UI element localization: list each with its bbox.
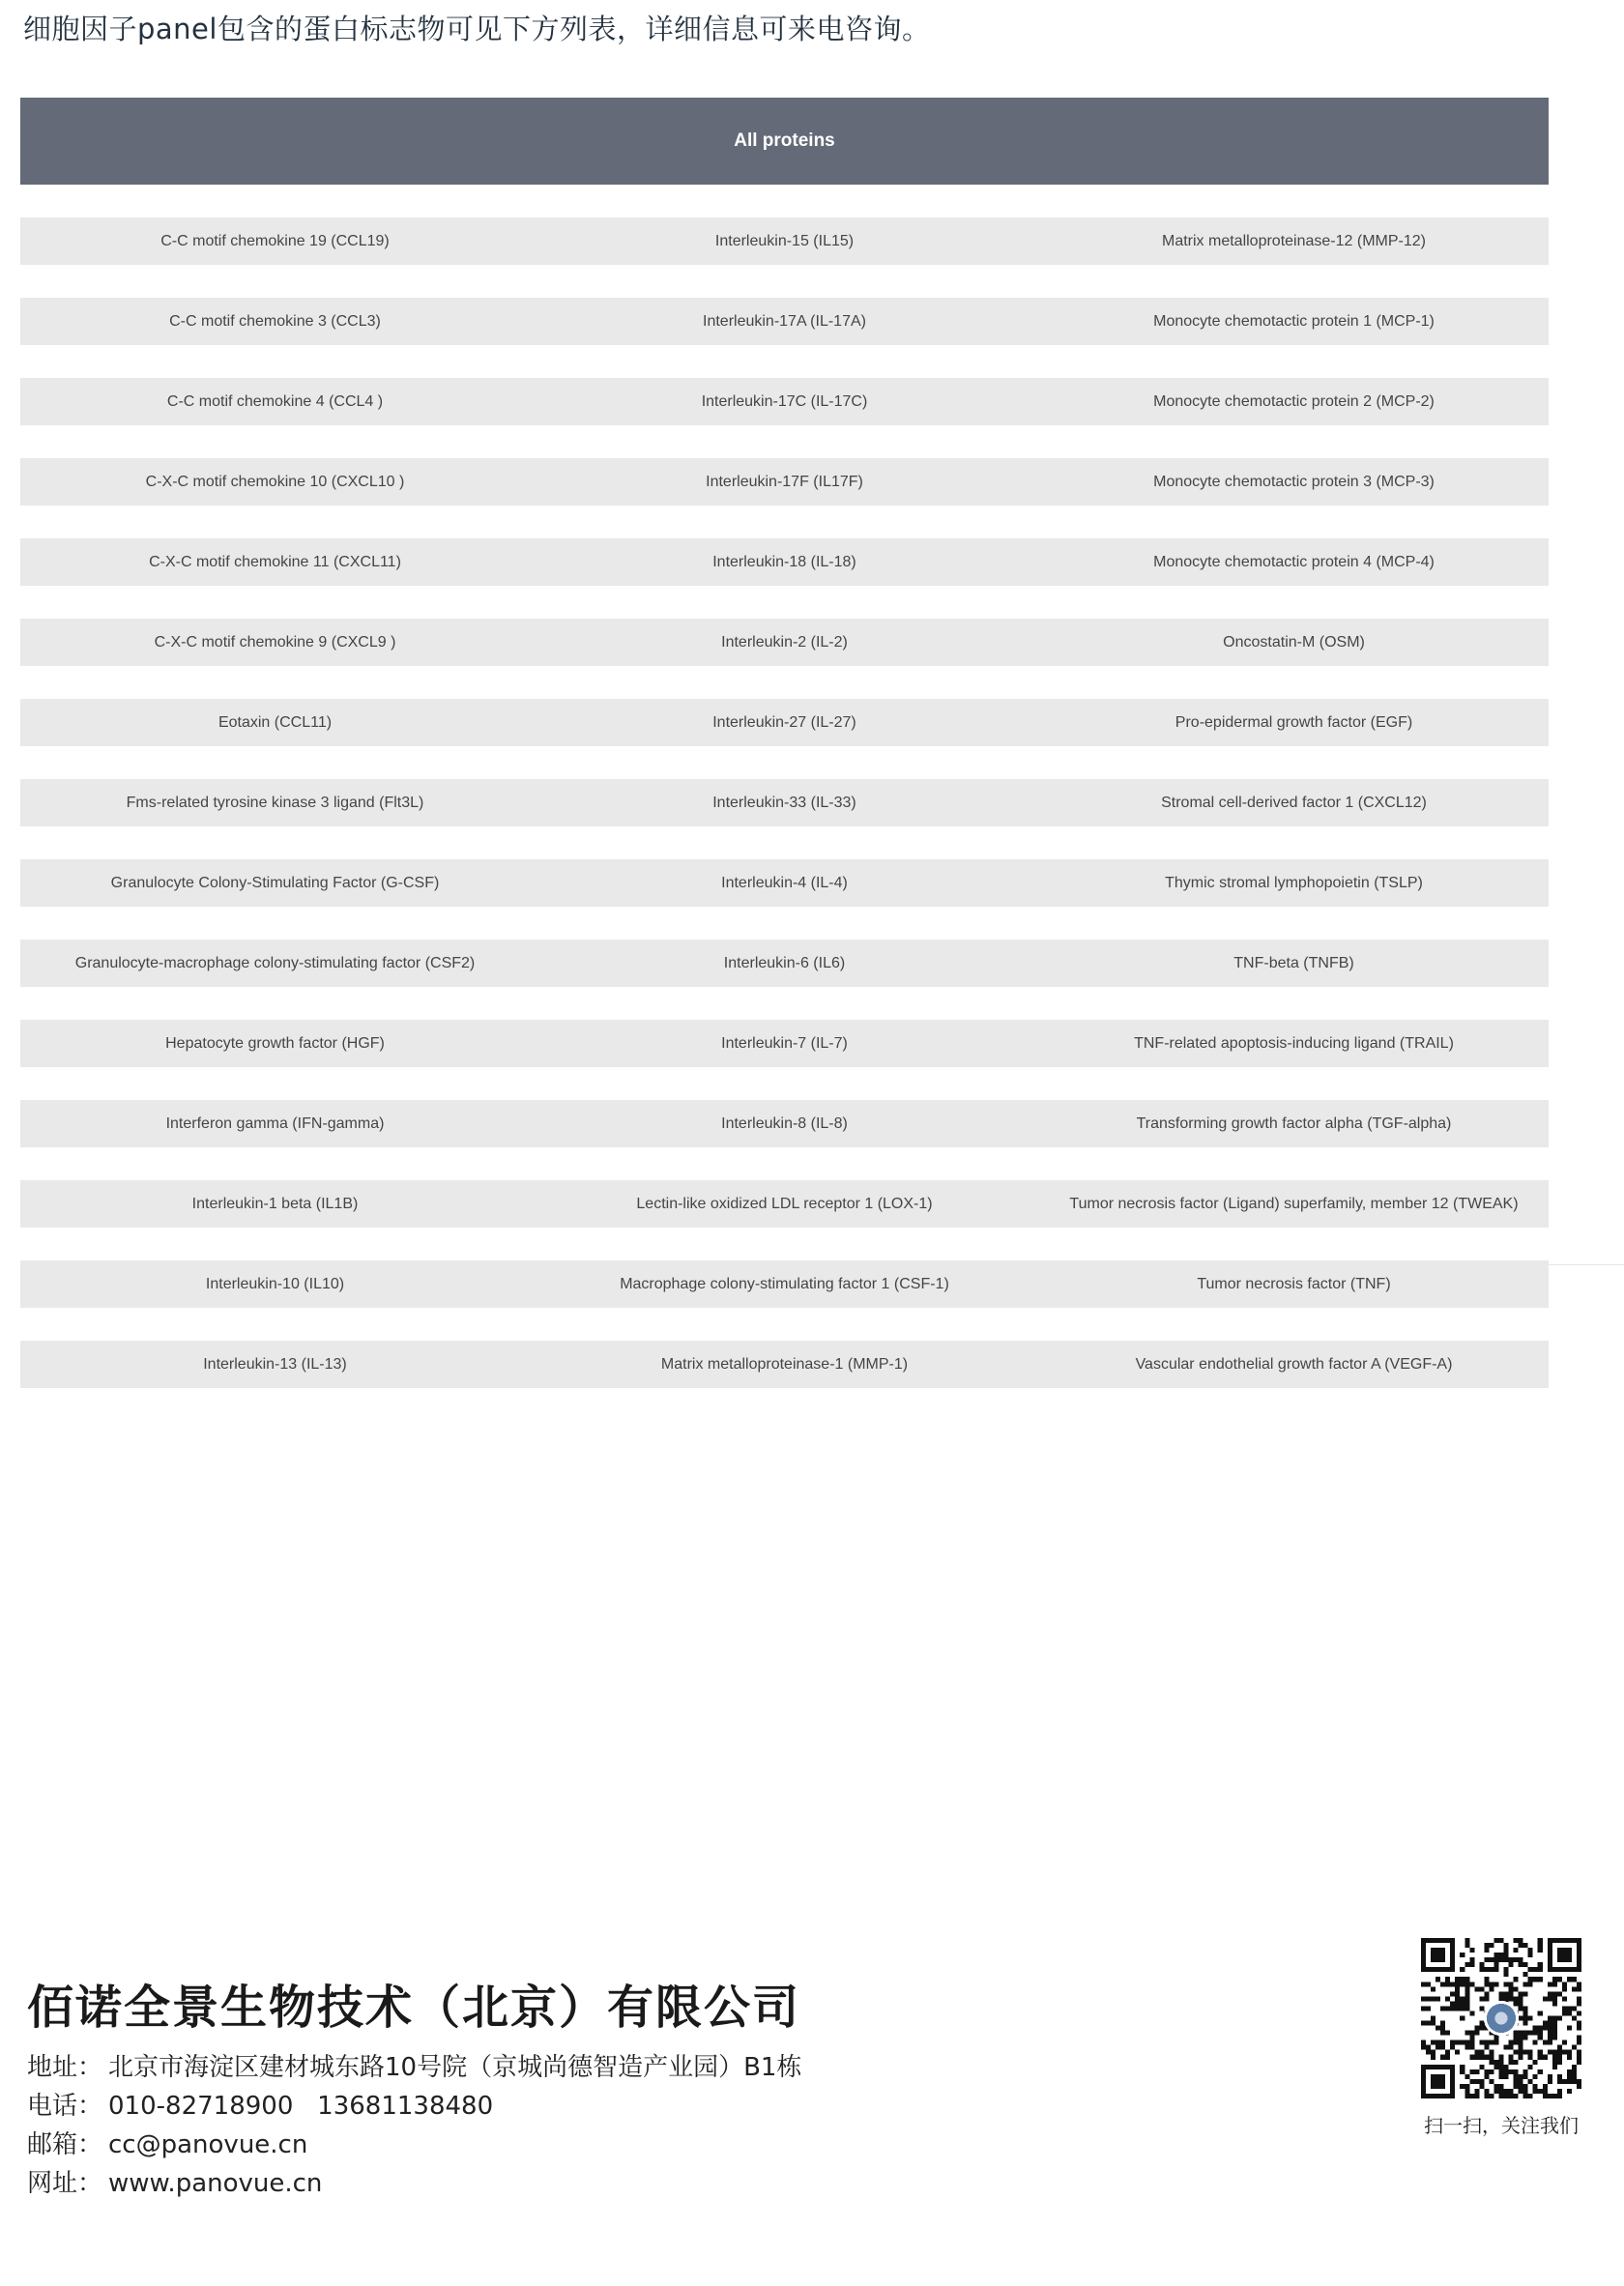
table-cell: Interleukin-17F (IL17F) — [706, 473, 863, 490]
table-row — [20, 1020, 1549, 1067]
table-cell: C-C motif chemokine 4 (CCL4 ) — [166, 392, 384, 410]
website-link[interactable]: www.panovue.cn — [108, 2169, 323, 2198]
table-cell: Monocyte chemotactic protein 4 (MCP-4) — [1153, 553, 1435, 570]
table-row — [20, 538, 1549, 586]
table-cell: Tumor necrosis factor (Ligand) superfamily, member 12 (TWEAK) — [1069, 1195, 1519, 1212]
table-cell: Lectin-like oxidized LDL receptor 1 (LOX-1) — [636, 1195, 933, 1212]
address-value: 北京市海淀区建材城东路10号院（京城尚德智造产业园）B1栋 — [108, 2053, 802, 2082]
table-cell: Matrix metalloproteinase-12 (MMP-12) — [1162, 232, 1426, 249]
table-row — [20, 1260, 1549, 1308]
table-cell: Thymic stromal lymphopoietin (TSLP) — [1165, 874, 1423, 891]
email-link[interactable]: cc@panovue.cn — [108, 2130, 308, 2159]
table-row — [20, 619, 1549, 666]
table-cell: C-X-C motif chemokine 10 (CXCL10 ) — [145, 473, 405, 490]
table-cell: Interleukin-27 (IL-27) — [712, 713, 856, 731]
phone-value: 010-82718900 13681138480 — [108, 2092, 494, 2121]
table-row — [20, 217, 1549, 265]
divider — [1549, 1264, 1624, 1265]
table-row — [20, 699, 1549, 746]
table-cell: Interleukin-1 beta (IL1B) — [191, 1195, 359, 1212]
phone-line — [27, 2087, 801, 2126]
table-cell: Interleukin-10 (IL10) — [205, 1275, 345, 1292]
table-cell: Macrophage colony-stimulating factor 1 (CSF-1) — [620, 1275, 949, 1292]
table-cell: Monocyte chemotactic protein 3 (MCP-3) — [1153, 473, 1435, 490]
table-cell: C-C motif chemokine 19 (CCL19) — [160, 232, 390, 249]
table-cell: Transforming growth factor alpha (TGF-alpha) — [1136, 1114, 1452, 1132]
website-line — [27, 2164, 801, 2203]
address-label: 地址： — [27, 2053, 103, 2082]
table-cell: Interleukin-7 (IL-7) — [721, 1034, 848, 1052]
table-row — [20, 779, 1549, 826]
table-cell: Oncostatin-M (OSM) — [1223, 633, 1365, 651]
table-row — [20, 378, 1549, 425]
company-name: 佰诺全景生物技术（北京）有限公司 — [27, 1981, 801, 2035]
qr-code-icon — [1421, 1938, 1581, 2098]
table-cell: Interleukin-17A (IL-17A) — [703, 312, 866, 330]
table-cell: TNF-beta (TNFB) — [1233, 954, 1354, 971]
table-cell: Pro-epidermal growth factor (EGF) — [1174, 713, 1413, 731]
table-cell: Vascular endothelial growth factor A (VEGF-A) — [1135, 1355, 1453, 1373]
table-cell: TNF-related apoptosis-inducing ligand (TRAIL) — [1134, 1034, 1454, 1052]
qr-block — [1414, 1938, 1588, 2138]
table-cell: Tumor necrosis factor (TNF) — [1197, 1275, 1391, 1292]
table-cell: Interleukin-2 (IL-2) — [721, 633, 848, 651]
table-row — [20, 1341, 1549, 1388]
protein-table — [20, 98, 1549, 1421]
email-label: 邮箱： — [27, 2130, 103, 2159]
table-cell: Interferon gamma (IFN-gamma) — [165, 1114, 385, 1132]
table-cell: Monocyte chemotactic protein 1 (MCP-1) — [1153, 312, 1435, 330]
table-cell: Matrix metalloproteinase-1 (MMP-1) — [660, 1355, 909, 1373]
table-row — [20, 1180, 1549, 1228]
address-line — [27, 2048, 801, 2087]
table-row — [20, 458, 1549, 506]
table-cell: Interleukin-13 (IL-13) — [203, 1355, 347, 1373]
table-cell: Monocyte chemotactic protein 2 (MCP-2) — [1153, 392, 1435, 410]
table-cell: Interleukin-4 (IL-4) — [721, 874, 848, 891]
table-row — [20, 940, 1549, 987]
table-cell: Interleukin-18 (IL-18) — [712, 553, 856, 570]
table-cell: Interleukin-6 (IL6) — [723, 954, 846, 971]
table-cell: Interleukin-33 (IL-33) — [712, 794, 856, 811]
table-cell: Hepatocyte growth factor (HGF) — [165, 1034, 385, 1052]
table-cell: Granulocyte Colony-Stimulating Factor (G-CSF) — [110, 874, 440, 891]
table-body — [20, 217, 1549, 1388]
table-cell: Interleukin-17C (IL-17C) — [701, 392, 868, 410]
website-label: 网址： — [27, 2169, 103, 2198]
email-line — [27, 2126, 801, 2164]
table-cell: Stromal cell-derived factor 1 (CXCL12) — [1161, 794, 1427, 811]
qr-caption: 扫一扫，关注我们 — [1424, 2114, 1579, 2137]
table-cell: Eotaxin (CCL11) — [218, 713, 333, 731]
table-cell: C-X-C motif chemokine 11 (CXCL11) — [149, 553, 401, 570]
table-cell: C-X-C motif chemokine 9 (CXCL9 ) — [154, 633, 396, 651]
table-cell: Interleukin-15 (IL15) — [714, 232, 855, 249]
phone-label: 电话： — [27, 2092, 103, 2121]
table-header: All proteins — [20, 98, 1549, 185]
table-cell: Granulocyte-macrophage colony-stimulating factor (CSF2) — [74, 954, 476, 971]
table-cell: Fms-related tyrosine kinase 3 ligand (Flt3L) — [126, 794, 424, 811]
table-row — [20, 859, 1549, 907]
table-cell: C-C motif chemokine 3 (CCL3) — [169, 312, 381, 330]
table-row — [20, 1100, 1549, 1147]
intro-text: 细胞因子panel包含的蛋白标志物可见下方列表，详细信息可来电咨询。 — [23, 13, 931, 45]
table-cell: Interleukin-8 (IL-8) — [721, 1114, 848, 1132]
table-row — [20, 298, 1549, 345]
footer-contact — [27, 1970, 801, 2203]
